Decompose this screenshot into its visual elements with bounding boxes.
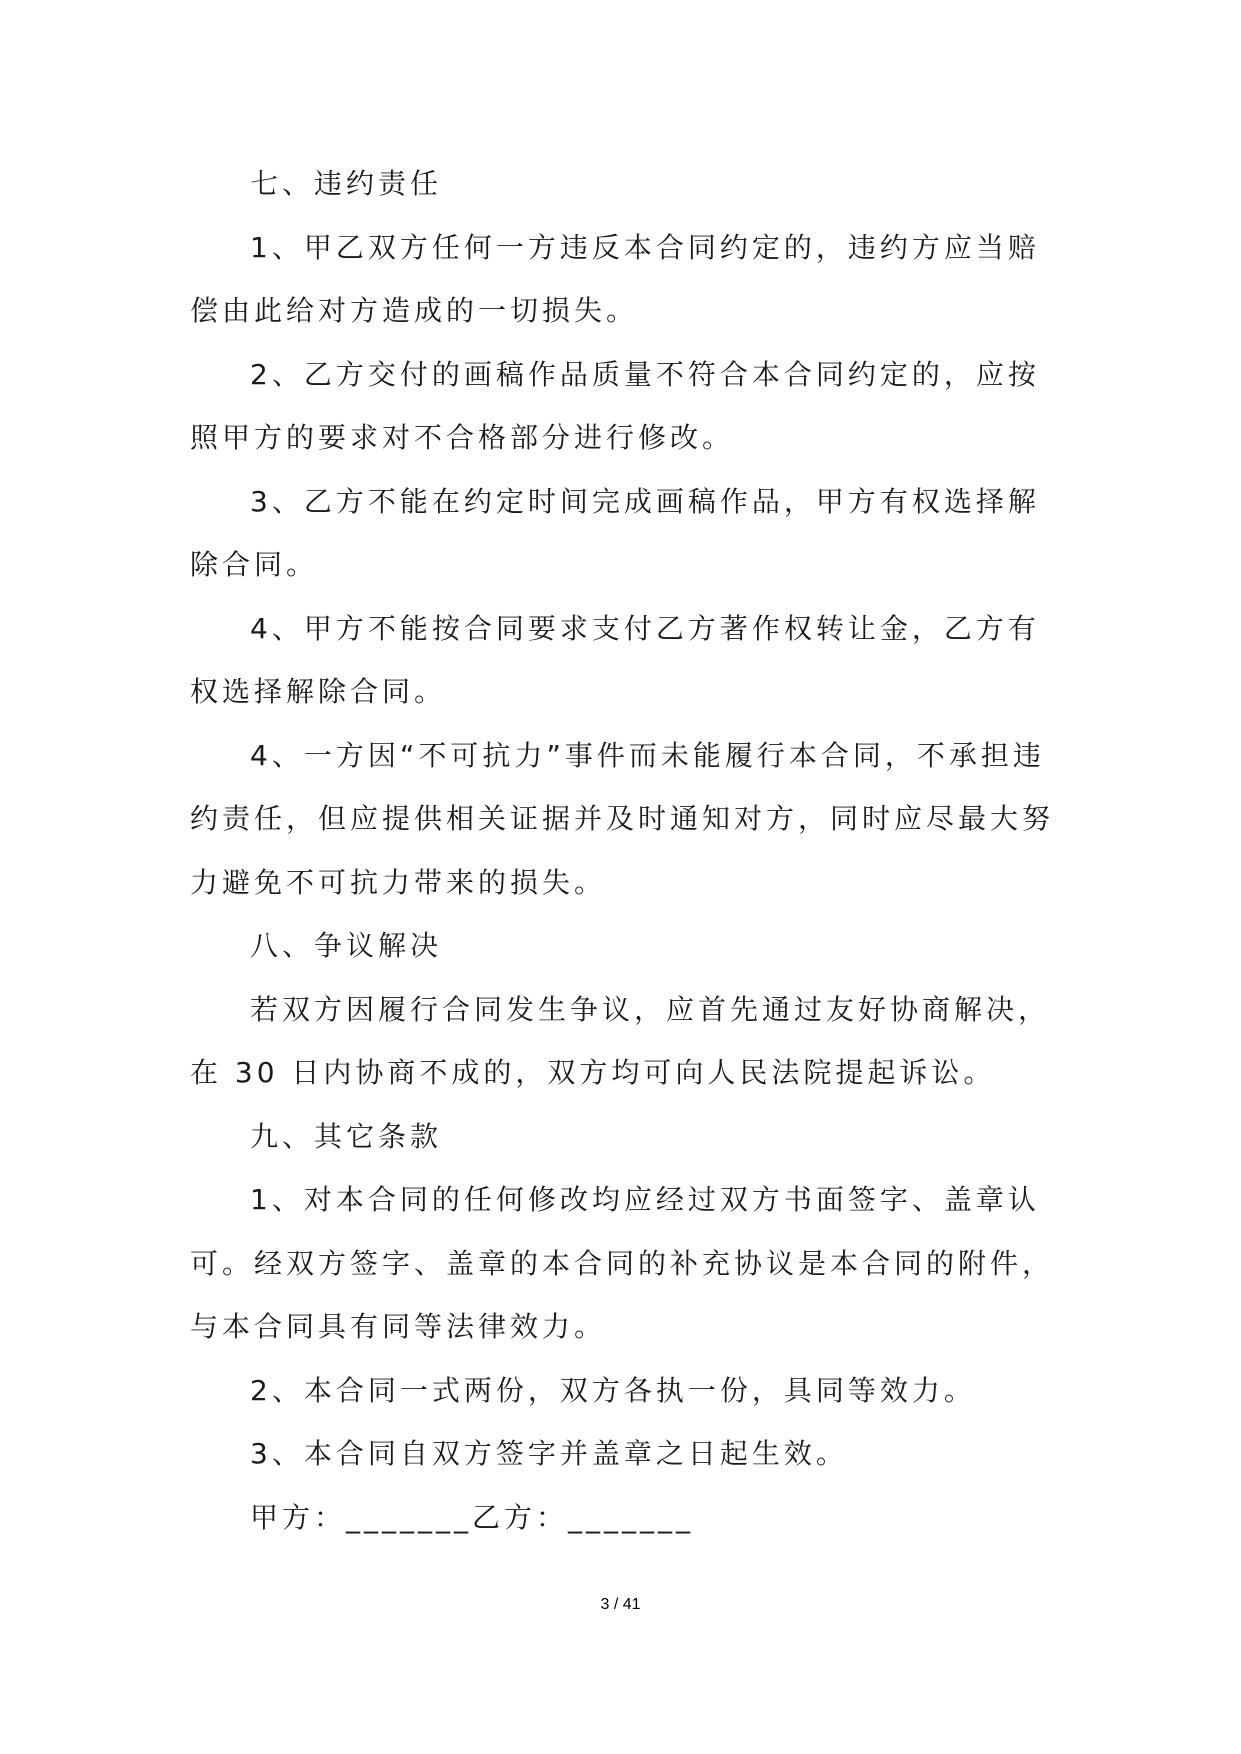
clause-paragraph: 4、一方因“不可抗力”事件而未能履行本合同，不承担违约责任，但应提供相关证据并及时通知对方，同时应尽最大努力避免不可抗力带来的损失。 (190, 738, 1055, 899)
section-heading-other-terms: 九、其它条款 (250, 1119, 443, 1153)
page-number: 3 / 41 (600, 1596, 641, 1613)
clause-paragraph: 4、甲方不能按合同要求支付乙方著作权转让金，乙方有权选择解除合同。 (190, 611, 1040, 708)
clause-paragraph: 2、本合同一式两份，双方各执一份，具同等效力。 (250, 1373, 976, 1407)
document-body (190, 152, 1070, 1549)
clause-paragraph: 若双方因履行合同发生争议，应首先通过友好协商解决，在 30 日内协商不成的，双方均可向人民法院提起诉讼。 (190, 992, 1051, 1089)
clause-paragraph: 1、甲乙双方任何一方违反本合同约定的，违约方应当赔偿由此给对方造成的一切损失。 (190, 230, 1040, 327)
section-heading-dispute: 八、争议解决 (250, 929, 443, 962)
clause-paragraph: 2、乙方交付的画稿作品质量不符合本合同约定的，应按照甲方的要求对不合格部分进行修改。 (190, 357, 1040, 454)
section-heading-breach: 七、违约责任 (250, 167, 443, 200)
signature-line: 甲方：_______乙方：_______ (250, 1500, 695, 1534)
clause-paragraph: 3、本合同自双方签字并盖章之日起生效。 (250, 1437, 848, 1470)
clause-paragraph: 3、乙方不能在约定时间完成画稿作品，甲方有权选择解除合同。 (190, 484, 1040, 581)
clause-paragraph: 1、对本合同的任何修改均应经过双方书面签字、盖章认可。经双方签字、盖章的本合同的补充协议是本合同的附件，与本合同具有同等法律效力。 (190, 1183, 1055, 1343)
